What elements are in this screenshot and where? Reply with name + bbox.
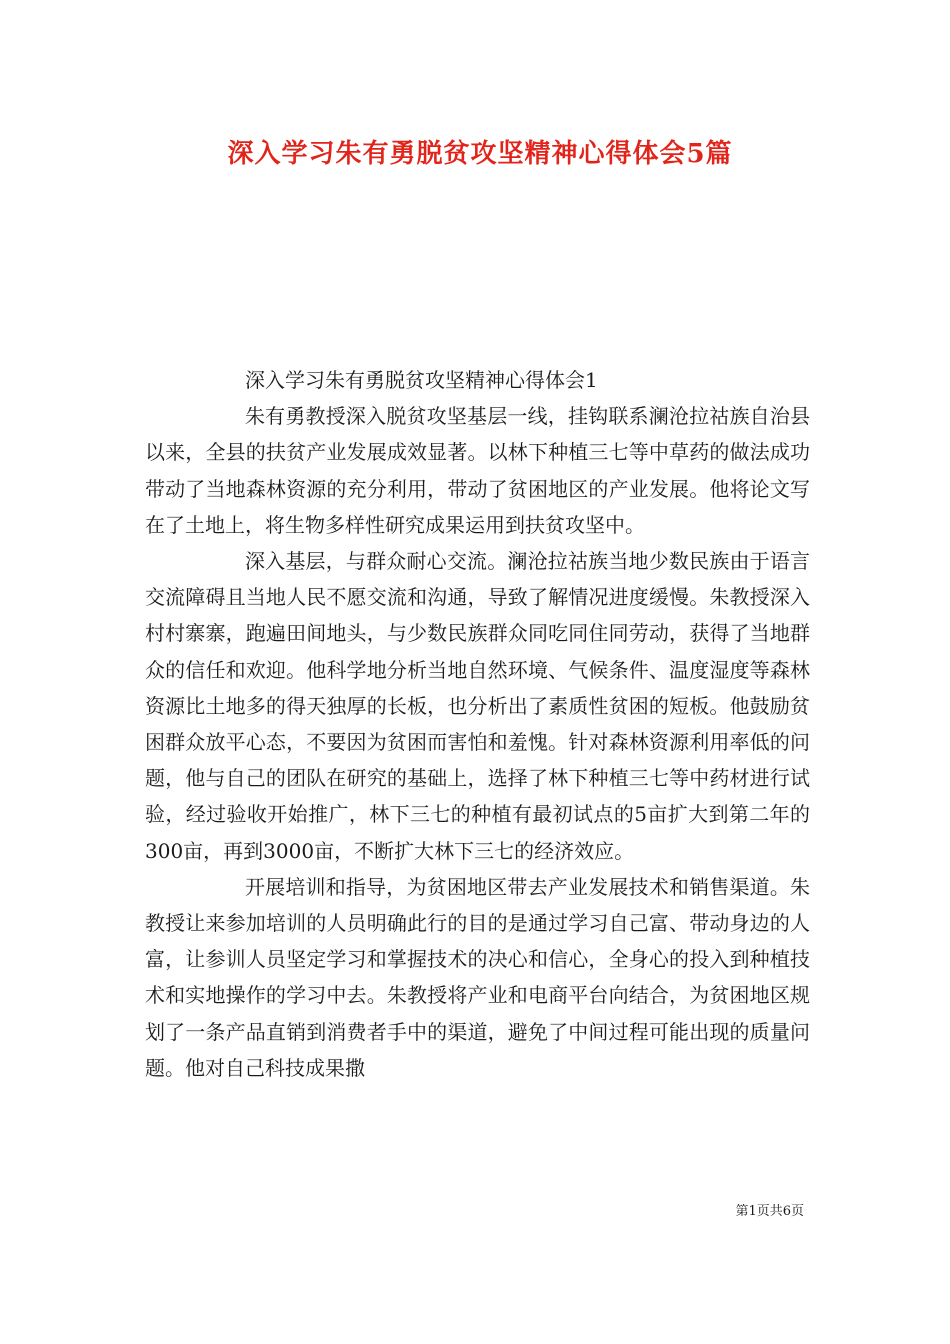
paragraph-2: 深入基层，与群众耐心交流。澜沧拉祜族当地少数民族由于语言交流障碍且当地人民不愿交流和沟通，导致了解情况进度缓慢。朱教授深入村村寨寨，跑遍田间地头，与少数民族群众同吃同住同劳动，获得了当地群众的信任和欢迎。他科学地分析当地自然环境、气候条件、温度湿度等森林资源比土地多的得天独厚的长板，也分析出了素质性贫困的短板。他鼓励贫困群众放平心态，不要因为贫困而害怕和羞愧。针对森林资源利用率低的问题，他与自己的团队在研究的基础上，选择了林下种植三七等中药材进行试验，经过验收开始推广，林下三七的种植有最初试点的5亩扩大到第二年的300亩，再到3000亩，不断扩大林下三七的经济效应。 [145,549,810,863]
document-title: 深入学习朱有勇脱贫攻坚精神心得体会5篇 [227,139,733,169]
paragraph-3: 开展培训和指导，为贫困地区带去产业发展技术和销售渠道。朱教授让来参加培训的人员明确此行的目的是通过学习自己富、带动身边的人富，让参训人员坚定学习和掌握技术的决心和信心，全身心的投入到种植技术和实地操作的学习中去。朱教授将产业和电商平台向结合，为贫困地区规划了一条产品直销到消费者手中的渠道，避免了中间过程可能出现的质量问题。他对自己科技成果撒 [145,874,810,1080]
page-number-footer: 第1页共6页 [735,1204,804,1219]
document-body [145,362,810,1086]
section-heading: 深入学习朱有勇脱贫攻坚精神心得体会1 [245,368,598,392]
paragraph-1: 朱有勇教授深入脱贫攻坚基层一线，挂钩联系澜沧拉祜族自治县以来，全县的扶贫产业发展成效显著。以林下种植三七等中草药的做法成功带动了当地森林资源的充分利用，带动了贫困地区的产业发展。他将论文写在了土地上，将生物多样性研究成果运用到扶贫攻坚中。 [145,404,810,537]
